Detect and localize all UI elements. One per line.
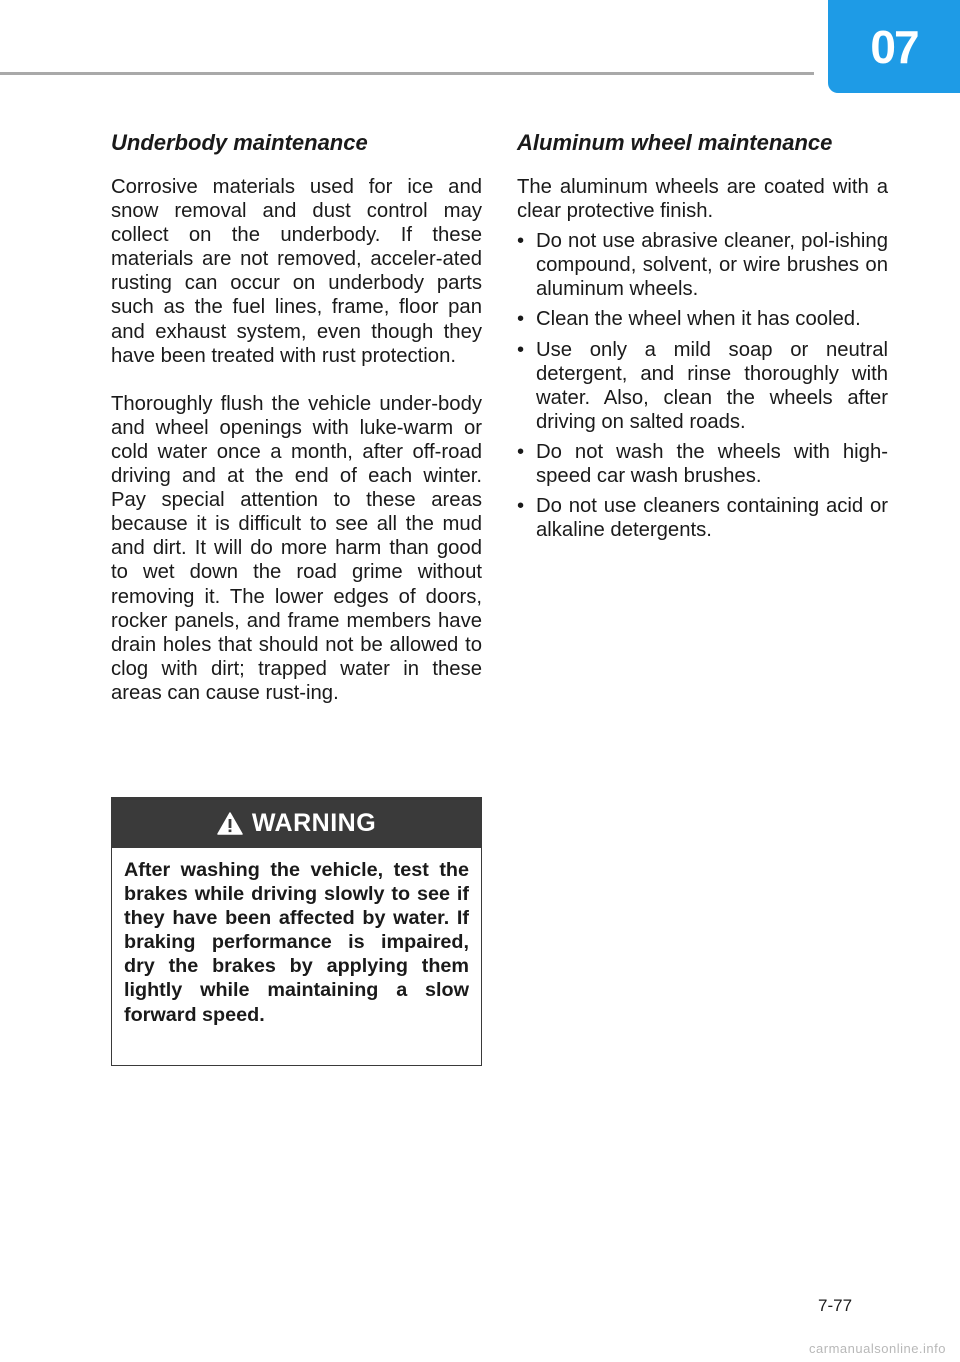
watermark: carmanualsonline.info bbox=[809, 1341, 946, 1356]
aluminum-title: Aluminum wheel maintenance bbox=[517, 130, 833, 155]
page-number: 7-77 bbox=[818, 1296, 853, 1315]
header-rule bbox=[0, 72, 814, 75]
list-item: • Do not wash the wheels with high-speed car wash brushes. bbox=[517, 440, 888, 488]
list-item: • Clean the wheel when it has cooled. bbox=[517, 308, 861, 331]
list-item: • Do not use abrasive cleaner, pol-ishing compound, solvent, or wire brushes on aluminum wheels. bbox=[517, 230, 888, 301]
warning-label: WARNING bbox=[251, 808, 377, 837]
bullet-icon: • bbox=[517, 308, 525, 331]
list-item: • Use only a mild soap or neutral detergent, and rinse thoroughly with water. Also, clean the wheels after driving on salted roads. bbox=[517, 338, 888, 433]
warning-box bbox=[111, 797, 482, 1066]
bullet-icon: • bbox=[517, 230, 525, 253]
aluminum-intro: The aluminum wheels are coated with a clear protective finish. bbox=[517, 176, 888, 223]
warning-triangle-icon bbox=[217, 812, 243, 835]
left-column bbox=[111, 128, 482, 705]
bullet-icon: • bbox=[517, 338, 525, 361]
underbody-paragraph-1: Corrosive materials used for ice and snow removal and dust control may collect on the underbody. If these materials are not removed, acceler-ated rusting can occur on underbody parts such as the fuel lines, frame, floor pan and exhaust system, even though they have been treated with rust protection. bbox=[111, 176, 482, 367]
underbody-title: Underbody maintenance bbox=[111, 130, 368, 155]
list-item: • Do not use cleaners containing acid or alkaline detergents. bbox=[517, 495, 888, 542]
warning-header bbox=[112, 798, 481, 848]
bullet-icon: • bbox=[517, 495, 525, 518]
chapter-tab: 07 bbox=[828, 0, 960, 93]
right-column bbox=[517, 128, 888, 548]
underbody-paragraph-2: Thoroughly flush the vehicle under-body and wheel openings with luke-warm or cold water once a month, after off-road driving and at the end of each winter. Pay special attention to these areas because it is difficult to see all the mud and dirt. It will do more harm than good to wet down the road grime without removing it. The lower edges of doors, rocker panels, and frame members have drain holes that should not be allowed to clog with dirt; trapped water in these areas can cause rust-ing. bbox=[111, 392, 482, 704]
bullet-icon: • bbox=[517, 440, 525, 463]
aluminum-bullet-list bbox=[517, 229, 888, 542]
warning-text: After washing the vehicle, test the brakes while driving slowly to see if they have been affected by water. If braking performance is impaired, dry the brakes by applying them lightly while maintaining a slow forward speed. bbox=[124, 859, 469, 1026]
